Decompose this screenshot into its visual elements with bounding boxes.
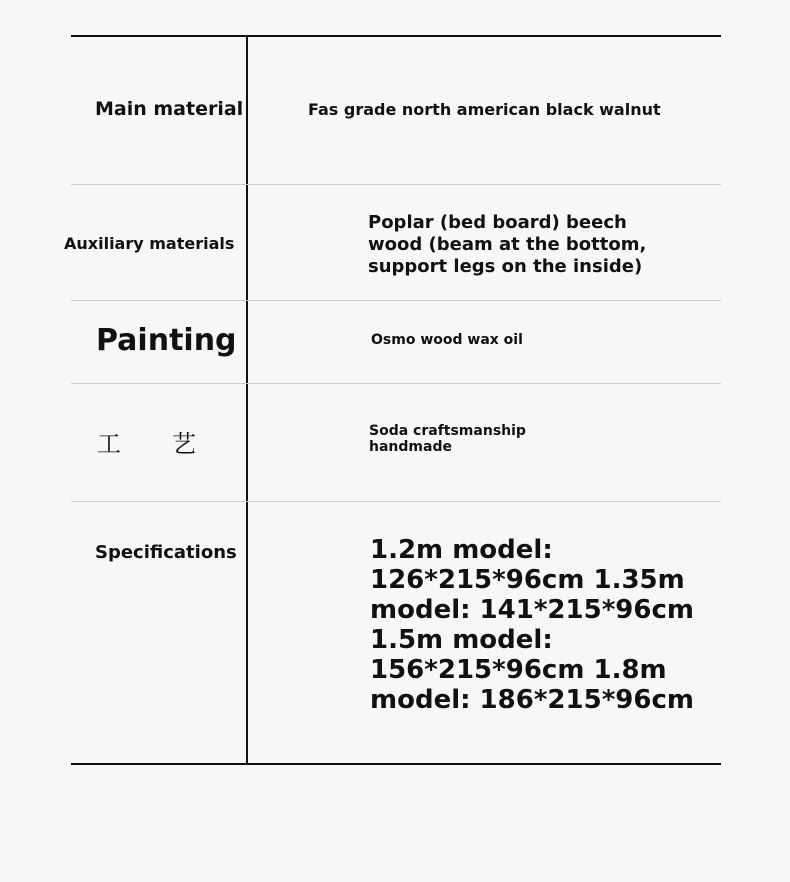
auxiliary-materials-label: Auxiliary materials [64, 234, 235, 253]
table-top-border [71, 35, 721, 37]
craft-label-char-2: 艺 [172, 430, 196, 458]
painting-label: Painting [96, 323, 237, 358]
main-material-label: Main material [95, 98, 244, 120]
specifications-label: Specifications [95, 542, 237, 563]
specifications-value: 1.2m model: 126*215*96cm 1.35m model: 141*215*96cm 1.5m model: 156*215*96cm 1.8m model: 186*215*96cm [370, 535, 694, 715]
craft-label-char-1: 工 [97, 430, 121, 458]
craft-value: Soda craftsmanship handmade [369, 423, 526, 455]
auxiliary-materials-value: Poplar (bed board) beech wood (beam at the bottom, support legs on the inside) [368, 212, 647, 277]
column-divider [246, 36, 248, 764]
table-bottom-border [71, 763, 721, 765]
row-divider [71, 184, 721, 185]
row-divider [71, 383, 721, 384]
row-divider [71, 300, 721, 301]
row-divider [71, 501, 721, 502]
main-material-value: Fas grade north american black walnut [308, 100, 661, 119]
painting-value: Osmo wood wax oil [371, 332, 523, 348]
